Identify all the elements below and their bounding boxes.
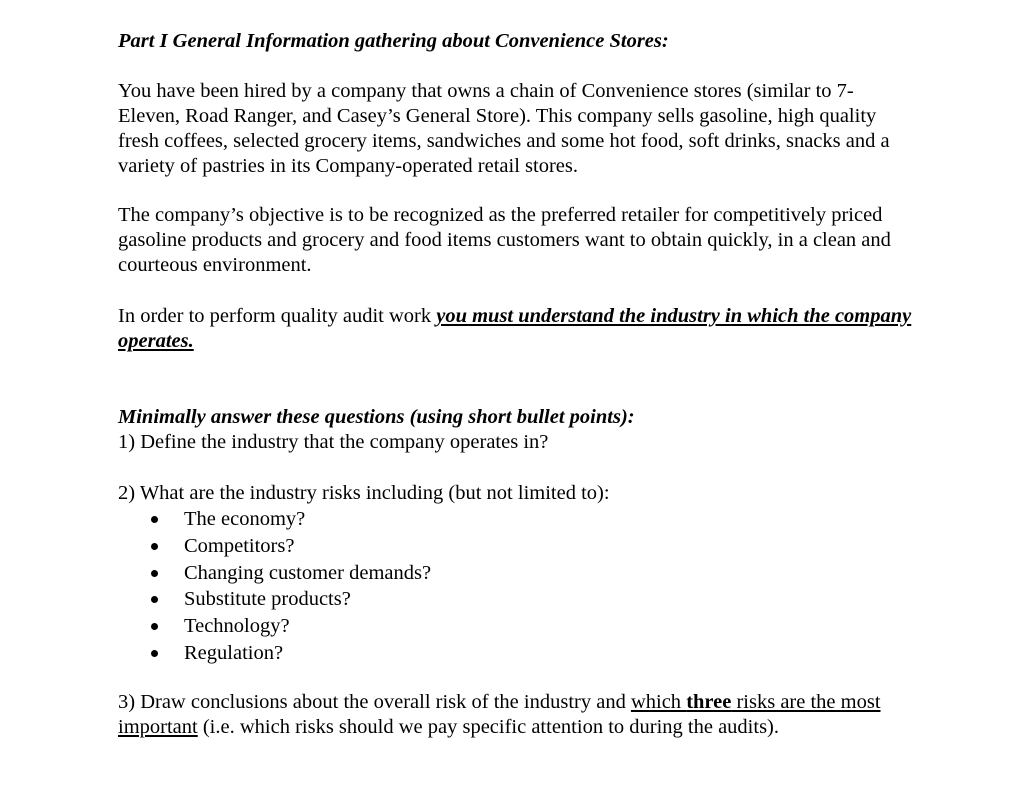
list-item [0,507,431,534]
risk-list [0,507,431,668]
bullet-icon [151,570,158,577]
audit-emphasis-1: you must understand the industry in which the company [436,305,912,327]
question-1: 1) Define the industry that the company operates in? [118,431,549,453]
questions-heading: Minimally answer these questions (using short bullet points): [118,406,635,428]
risk-text: Competitors? [184,534,295,557]
document-title: Part I General Information gathering about Convenience Stores: [118,30,669,52]
objective-line-2: gasoline products and grocery and food items customers want to obtain quickly, in a clean and [118,229,891,251]
intro-line-2: Eleven, Road Ranger, and Casey’s General Store). This company sells gasoline, high quality [118,105,877,127]
risk-text: Changing customer demands? [184,561,432,584]
list-item [0,534,431,561]
bullet-icon [151,543,158,550]
question-3-line-1 [118,690,998,715]
audit-prefix: In order to perform quality audit work [118,305,437,327]
intro-line-3: fresh coffees, selected grocery items, sandwiches and some hot food, soft drinks, snacks and a [118,130,890,152]
list-item [0,561,431,588]
audit-emphasis-2: operates. [118,330,194,352]
intro-paragraph [118,79,998,179]
q3-underlined-1: which [630,691,687,713]
audit-paragraph [118,304,998,354]
q3-underlined-2: risks are the most [731,691,881,713]
objective-paragraph [118,203,998,278]
risk-text: Regulation? [184,641,284,664]
risk-text: Substitute products? [184,588,351,611]
q3-underlined-3: important [118,716,198,738]
list-item [0,587,431,614]
question-3 [118,690,998,740]
q3-bold-three: three [686,691,732,713]
bullet-icon [151,650,158,657]
question-2: 2) What are the industry risks including (but not limited to): [118,482,610,504]
audit-line-1 [118,304,998,329]
risk-text: The economy? [184,508,306,530]
audit-line-2 [118,329,998,354]
question-3-line-2 [118,715,998,740]
list-item [0,614,431,641]
intro-line-4: variety of pastries in its Company-operated retail stores. [118,155,578,177]
q3-part-1: 3) Draw conclusions about the overall risk of the industry and [118,691,631,713]
q3-part-2: (i.e. which risks should we pay specific attention to during the audits). [197,716,779,738]
bullet-icon [151,596,158,603]
risk-text: Technology? [184,615,290,638]
objective-line-1: The company’s objective is to be recognized as the preferred retailer for competitively priced [118,204,883,226]
intro-line-1: You have been hired by a company that owns a chain of Convenience stores (similar to 7- [118,80,854,102]
list-item [0,641,431,668]
bullet-icon [151,623,158,630]
objective-line-3: courteous environment. [118,254,312,276]
bullet-icon [151,516,158,523]
